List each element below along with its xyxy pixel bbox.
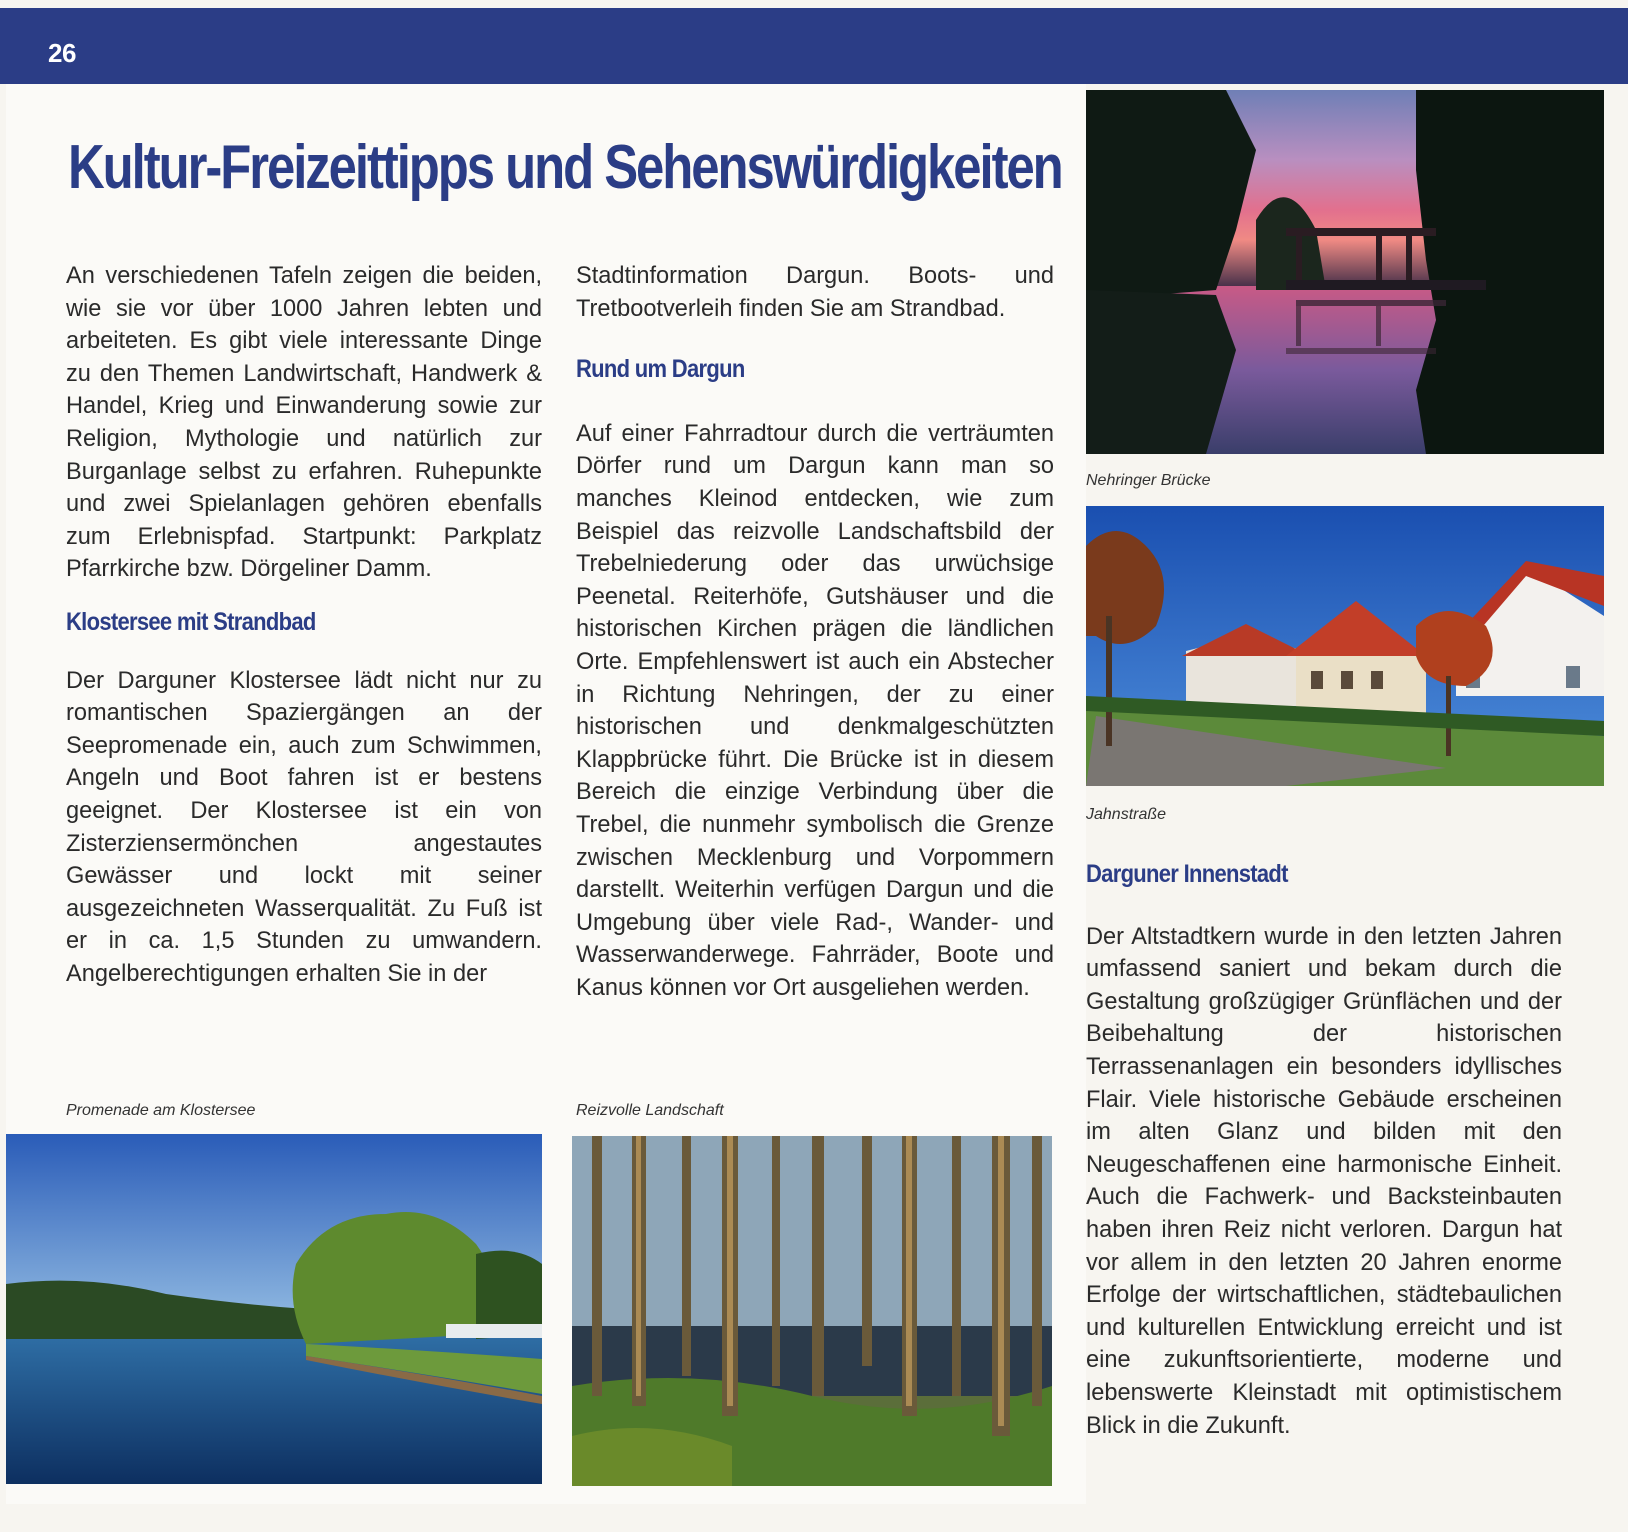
heading-rund-um-dargun: Rund um Dargun [576,355,745,384]
caption-landschaft: Reizvolle Landschaft [576,1102,724,1119]
photo-nehringer-bruecke [1086,90,1604,454]
header-band [0,8,1628,84]
column-2-body: Auf einer Fahrradtour durch die verträumten Dörfer rund um Dargun kann man so manches Kleinod entdecken, wie zum Beispiel das reizvolle Landschaftsbild der Trebelniederung oder das urwüchsige Peenetal. Reiterhöfe, Gutshäuser und die historischen Kirchen prägen die ländlichen Orte. Empfehlenswert ist auch ein Abstecher in Richtung Nehringen, der zu einer historischen und denkmalgeschützten Klappbrücke führt. Die Brücke ist in diesem Bereich die einzige Verbindung über die Trebel, die nunmehr symbolisch die Grenze zwischen Mecklenburg und Vorpommern darstellt. Weiterhin verfügen Dargun und die Umgebung über viele Rad-, Wander- und Wasserwanderwege. Fahrräder, Boote und Kanus können vor Ort ausgeliehen werden. [576,420,1054,1001]
column-2-intro: Stadtinformation Dargun. Boots- und Tretbootverleih finden Sie am Strandbad. [576,263,1054,322]
caption-nehringer-bruecke: Nehringer Brücke [1086,472,1211,489]
photo-jahnstrasse [1086,506,1604,786]
caption-promenade: Promenade am Klostersee [66,1102,256,1119]
page-number: 26 [48,38,76,68]
column-1 [66,260,542,990]
column-1-body: Der Darguner Klostersee lädt nicht nur zu romantischen Spaziergängen an der Seepromenade ein, auch zum Schwimmen, Angeln und Boot fahren ist er bestens geeignet. Der Klostersee ist ein von Zisterziensermönchen angestautes Gewässer und lockt mit seiner ausgezeichneten Wasserqualität. Zu Fuß ist er in ca. 1,5 Stunden zu umwandern. Angelberechtigungen erhalten Sie in der [66,667,542,987]
column-3 [1086,858,1562,1442]
photo-promenade-klostersee [6,1134,542,1484]
heading-darguner-innenstadt: Darguner Innenstadt [1086,860,1288,888]
caption-jahnstrasse: Jahnstraße [1086,806,1167,823]
column-2 [576,260,1054,1004]
photo-reizvolle-landschaft [572,1136,1052,1486]
page-title: Kultur-Freizeittipps und Sehenswürdigkeiten [68,133,1062,202]
column-3-body: Der Altstadtkern wurde in den letzten Jahren umfassend saniert und bekam durch die Gestaltung großzügiger Grünflächen und der Beibehaltung der historischen Terrassenanlagen ein besonders idyllisches Flair. Viele historische Gebäude erscheinen im alten Glanz und bilden mit den Neugeschaffenen eine harmonische Einheit. Auch die Fachwerk- und Backsteinbauten haben ihren Reiz nicht verloren. Dargun hat vor allem in den letzten 20 Jahren enorme Erfolge der wirtschaftlichen, städtebaulichen und kulturellen Entwicklung erreicht und ist eine zukunftsorientierte, moderne und lebenswerte Kleinstadt mit optimistischem Blick in die Zukunft. [1086,923,1562,1439]
column-1-intro: An verschiedenen Tafeln zeigen die beiden, wie sie vor über 1000 Jahren lebten und arbeiteten. Es gibt viele interessante Dinge zu den Themen Landwirtschaft, Handwerk & Handel, Krieg und Einwanderung sowie zur Religion, Mythologie und natürlich zur Burganlage selbst zu erfahren. Ruhepunkte und zwei Spielanlagen gehören ebenfalls zum Erlebnispfad. Startpunkt: Parkplatz Pfarrkirche bzw. Dörgeliner Damm. [66,263,542,583]
heading-klostersee: Klostersee mit Strandbad [66,607,316,636]
